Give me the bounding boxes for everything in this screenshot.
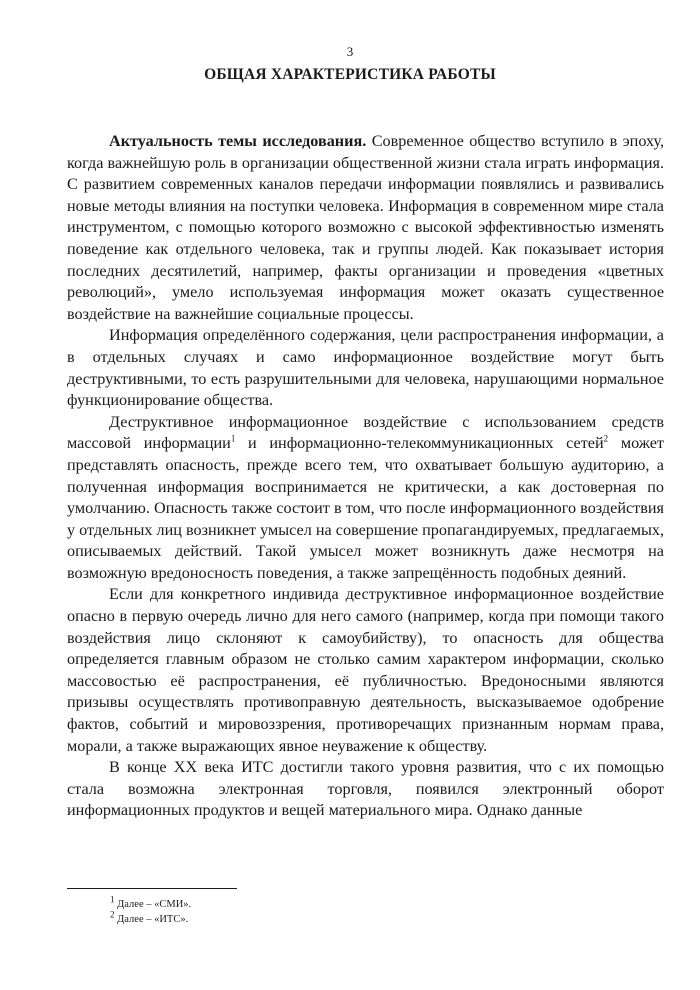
paragraph-1 bbox=[67, 131, 664, 325]
paragraph-2: Информация определённого содержания, цели распространения информации, а в отдельных случаях и само информационное воздействие могут быть деструктивными, то есть разрушительными для человека, нарушающими нормальное функционирование общества. bbox=[67, 326, 664, 410]
footnote-mark: 2 bbox=[110, 909, 115, 920]
footnote-ref-2[interactable]: 2 bbox=[603, 433, 609, 444]
footnotes bbox=[110, 894, 192, 927]
paragraph-5: В конце XX века ИТС достигли такого уровня развития, что с их помощью стала возможна электронная торговля, появился электронный оборот информационных продуктов и вещей материального мира. Однако данные bbox=[67, 758, 664, 820]
document-title: ОБЩАЯ ХАРАКТЕРИСТИКА РАБОТЫ bbox=[204, 66, 496, 83]
footnote-ref-1[interactable]: 1 bbox=[230, 433, 236, 444]
footnote-2 bbox=[110, 909, 191, 927]
body-text bbox=[67, 131, 664, 822]
paragraph-text: Деструктивное информационное воздействие с использованием средств массовой информации bbox=[67, 412, 664, 453]
paragraph-text: и информационно-телекоммуникационных сетей bbox=[235, 434, 604, 453]
paragraph-lead: Актуальность темы исследования. bbox=[109, 132, 367, 150]
footnote-text: Далее – «СМИ». bbox=[114, 899, 192, 910]
paragraph-3 bbox=[67, 412, 664, 585]
paragraph-text: может представлять опасность, прежде всего тем, что охватывает большую аудиторию, а полученная информация воспринимается не критически, а как достоверная по умолчанию. Опасность также состоит в том, что после информационного воздействия у отдельных лиц возникнет умысел на совершение пропагандируемых, предлагаемых, описываемых действий. Такой умысел может возникнуть даже несмотря на возможную вредоносность поведения, а также запрещённость подобных деяний. bbox=[67, 434, 664, 582]
footnote-divider bbox=[67, 888, 237, 889]
page-number: 3 bbox=[346, 44, 354, 59]
footnote-text: Далее – «ИТС». bbox=[114, 914, 189, 925]
footnote-mark: 1 bbox=[110, 894, 115, 905]
paragraph-text: Современное общество вступило в эпоху, когда важнейшую роль в организации общественной жизни стала играть информация. С развитием современных каналов передачи информации появлялись и развивались новые методы влияния на поступки человека. Информация в современном мире стала инструментом, с помощью которого возможно с высокой эффективностью изменять поведение как отдельного человека, так и группы людей. Как показывает история последних десятилетий, например, факты организации и проведения «цветных революций», умело используемая информация может оказать существенное воздействие на важнейшие социальные процессы. bbox=[67, 132, 665, 323]
paragraph-4: Если для конкретного индивида деструктивное информационное воздействие опасно в первую очередь лично для него самого (например, когда при помощи такого воздействия лицо склоняют к самоубийству), то опасность для общества определяется главным образом не столько самим характером информации, сколько массовостью её распространения, её публичностью. Вредоносными являются призывы осуществлять противоправную деятельность, высказываемое одобрение фактов, событий и мировоззрения, противоречащих признанным нормам права, морали, а также выражающих явное неуважение к обществу. bbox=[67, 585, 664, 755]
footnote-1 bbox=[110, 894, 192, 912]
